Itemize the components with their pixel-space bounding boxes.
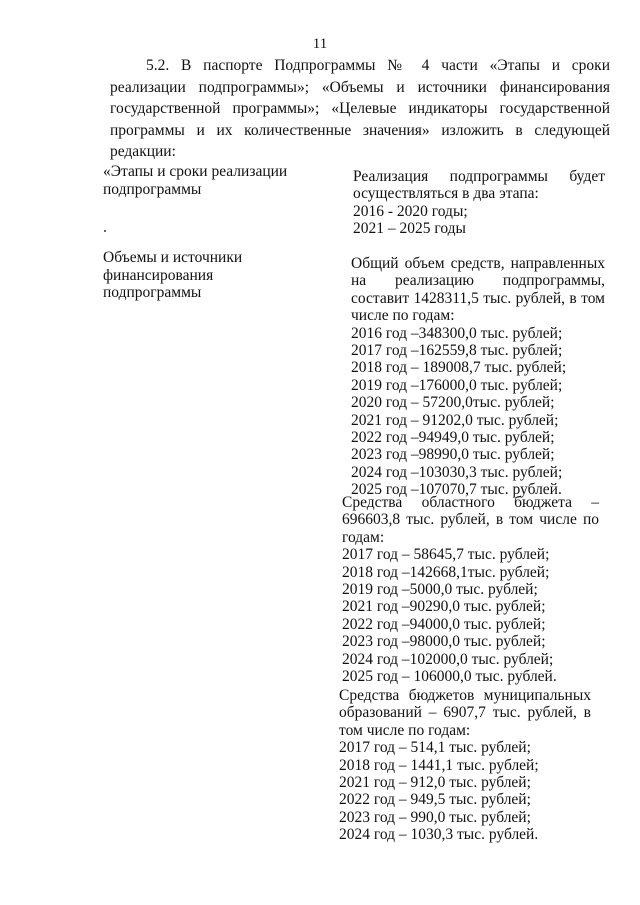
year-line: 2024 год –102000,0 тыс. рублей; (342, 650, 554, 668)
regional-line: годам: (342, 528, 385, 546)
stage-2: 2021 – 2025 годы (353, 220, 466, 238)
stages-line: осуществляться в два этапа: (353, 185, 539, 203)
year-line: 2017 год –162559,8 тыс. рублей; (351, 342, 563, 360)
year-line: 2018 год –142668,1тыс. рублей; (342, 563, 550, 581)
year-line: 2021 год – 91202,0 тыс. рублей; (351, 411, 559, 429)
stray-mark (104, 230, 106, 232)
municipal-line: Средства бюджетов муниципальных (339, 687, 591, 704)
year-line: 2022 год –94000,0 тыс. рублей; (342, 615, 546, 633)
year-line: 2021 год –90290,0 тыс. рублей; (342, 598, 546, 616)
year-line: 2025 год – 106000,0 тыс. рублей. (342, 668, 557, 686)
year-line: 2024 год –103030,3 тыс. рублей; (351, 463, 563, 481)
funding-total-line: Общий объем средств, направленных (351, 255, 605, 272)
funding-label: Объемы и источники финансирования подпрограммы (103, 249, 243, 301)
year-line: 2019 год –5000,0 тыс. рублей; (342, 581, 538, 599)
stages-line: Реализация подпрограммы будет (353, 168, 605, 185)
year-line: 2023 год –98990,0 тыс. рублей; (351, 446, 555, 464)
year-line: 2024 год – 1030,3 тыс. рублей. (339, 826, 539, 844)
year-line: 2025 год –107070,7 тыс. рублей. (351, 481, 562, 499)
year-line: 2016 год –348300,0 тыс. рублей; (351, 324, 563, 342)
municipal-line: том числе по годам: (339, 721, 471, 739)
year-line: 2022 год –94949,0 тыс. рублей; (351, 429, 555, 447)
stage-1: 2016 - 2020 годы; (353, 202, 468, 220)
funding-total-line: составит 1428311,5 тыс. рублей, в том (351, 289, 605, 307)
year-line: 2022 год – 949,5 тыс. рублей; (339, 791, 531, 809)
page-number: 11 (312, 36, 328, 52)
year-line: 2019 год –176000,0 тыс. рублей; (351, 376, 563, 394)
year-line: 2021 год – 912,0 тыс. рублей; (339, 774, 531, 792)
year-line: 2023 год –98000,0 тыс. рублей; (342, 633, 546, 651)
funding-total-line: числе по годам: (351, 307, 455, 325)
regional-line: Средства областного бюджета – (342, 494, 599, 511)
year-line: 2017 год – 58645,7 тыс. рублей; (342, 546, 550, 564)
stages-value (353, 168, 605, 238)
year-line: 2017 год – 514,1 тыс. рублей; (339, 739, 531, 757)
funding-municipal-block (339, 687, 591, 844)
stages-label: «Этапы и сроки реализации подпрограммы (103, 163, 288, 198)
year-line: 2018 год – 189008,7 тыс. рублей; (351, 359, 567, 377)
year-line: 2020 год – 57200,0тыс. рублей; (351, 394, 555, 412)
year-line: 2023 год – 990,0 тыс. рублей; (339, 808, 531, 826)
intro-text: 5.2. В паспорте Подпрограммы № 4 части «Этапы и сроки реализации подпрограммы»; «Объемы и источники финансирования государственной программы»; «Целевые индикаторы государственной программы и их количественные значения» изложить в следующей редакции: (110, 57, 610, 160)
funding-regional-block (342, 494, 599, 685)
funding-total-line: на реализацию подпрограммы, (351, 272, 605, 290)
funding-total-block (351, 255, 605, 499)
regional-line: 696603,8 тыс. рублей, в том числе по (342, 511, 599, 529)
year-line: 2018 год – 1441,1 тыс. рублей; (339, 756, 539, 774)
municipal-line: образований – 6907,7 тыс. рублей, в (339, 704, 591, 722)
intro-paragraph (110, 55, 610, 163)
